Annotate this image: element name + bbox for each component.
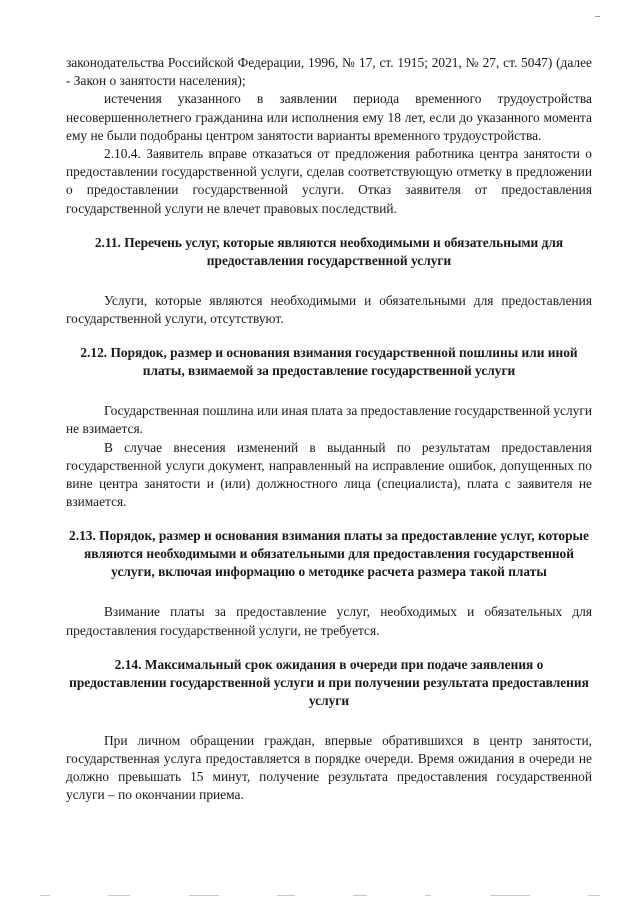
paragraph: истечения указанного в заявлении периода временного трудоустройства несовершеннолетнего гражданина или исполнения ему 18 лет, если до указанного момента ему не были подобраны центром занятости варианты временного трудоустройства. [66,91,592,143]
paragraph: Государственная пошлина или иная плата за предоставление государственной услуги не взимается. [66,403,592,437]
scan-corner-mark [595,16,600,17]
paragraph: При личном обращении граждан, впервые обратившихся в центр занятости, государственная услуга предоставляется в порядке очереди. Время ожидания в очереди не должно превышать 15 минут, получение результата предоставления государственной услуги – по окончании приема. [66,732,592,803]
scan-bottom-marks [40,895,600,899]
document-page [66,54,592,805]
section-heading-2-12: 2.12. Порядок, размер и основания взимания государственной пошлины или иной платы, взимаемой за предоставление государственной услуги [80,345,578,379]
paragraph: В случае внесения изменений в выданный по результатам предоставления государственной услуги документ, направленный на исправление ошибок, допущенных по вине центра занятости и (или) должностного лица (специалиста), плата с заявителя не взимается. [66,439,592,510]
section-heading-2-13: 2.13. Порядок, размер и основания взимания платы за предоставление услуг, которые являются необходимыми и обязательными для предоставления государственной услуги, включая информацию о методике расчета размера такой платы [69,528,589,580]
section-heading-2-11: 2.11. Перечень услуг, которые являются необходимыми и обязательными для предоставления государственной услуги [94,234,564,268]
section-heading-2-14: 2.14. Максимальный срок ожидания в очереди при подаче заявления о предоставлении государственной услуги и при получении результата предоставления услуги [69,656,589,708]
paragraph: Взимание платы за предоставление услуг, необходимых и обязательных для предоставления государственной услуги, не требуется. [66,604,592,638]
paragraph: Услуги, которые являются необходимыми и обязательными для предоставления государственной услуги, отсутствуют. [66,292,592,327]
paragraph: законодательства Российской Федерации, 1996, № 17, ст. 1915; 2021, № 27, ст. 5047) (далее - Закон о занятости населения); [66,55,592,89]
paragraph: 2.10.4. Заявитель вправе отказаться от предложения работника центра занятости о предоставлении государственной услуги, сделав соответствующую отметку в предложении о предоставлении государственной услуги. Отказ заявителя от предоставления государственной услуги не влечет правовых последствий. [66,146,592,216]
